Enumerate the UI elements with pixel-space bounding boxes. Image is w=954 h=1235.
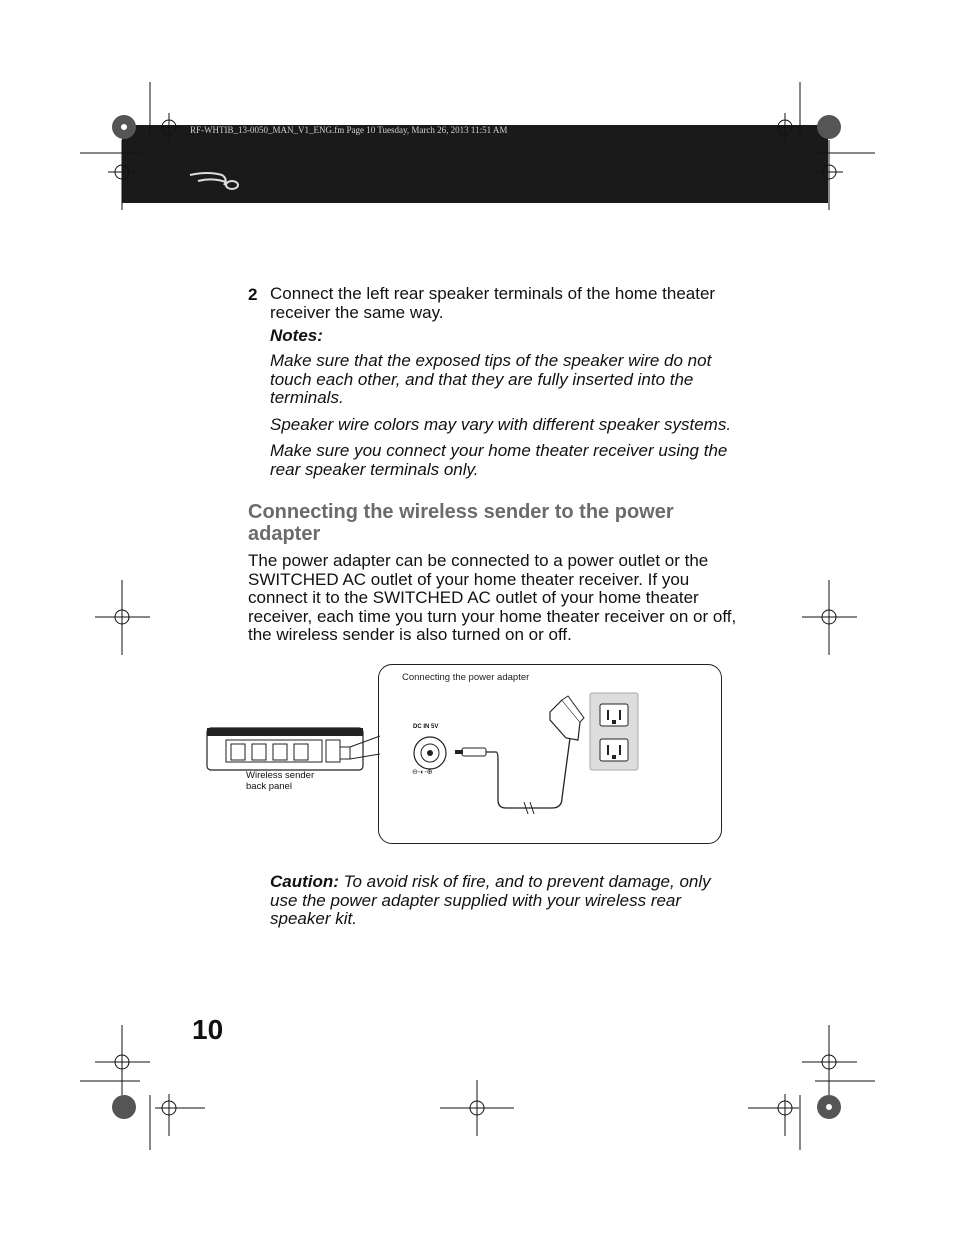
wireless-sender-icon bbox=[207, 728, 363, 770]
section-heading: Connecting the wireless sender to the power adapter bbox=[248, 501, 674, 545]
caution-note bbox=[270, 873, 740, 929]
notes-label: Notes: bbox=[270, 326, 323, 345]
caution-label: Caution: bbox=[270, 872, 339, 891]
file-stamp: RF-WHTIB_13-0050_MAN_V1_ENG.fm Page 10 Tuesday, March 26, 2013 11:51 AM bbox=[190, 125, 508, 135]
wall-outlet-icon bbox=[590, 693, 638, 770]
note-item: Make sure you connect your home theater receiver using the rear speaker terminals only. bbox=[270, 441, 728, 479]
caution-text: To avoid risk of fire, and to prevent damage, only use the power adapter supplied with your wireless rear speaker kit. bbox=[270, 872, 711, 929]
note-item: Speaker wire colors may vary with different speaker systems. bbox=[270, 415, 732, 434]
sender-caption: Wireless sender back panel bbox=[246, 770, 315, 792]
page-number: 10 bbox=[192, 1014, 224, 1045]
step-number: 2 bbox=[248, 285, 258, 304]
power-adapter-illustration bbox=[200, 660, 730, 850]
callout-title: Connecting the power adapter bbox=[402, 672, 530, 683]
svg-text:⊖-◐-⊕: ⊖-◐-⊕ bbox=[412, 769, 433, 776]
step-text: Connect the left rear speaker terminals of the home theater receiver the same way. bbox=[270, 284, 716, 322]
dc-in-label: DC IN 5V bbox=[413, 724, 439, 730]
note-item: Make sure that the exposed tips of the speaker wire do not touch each other, and that they are fully inserted into the terminals. bbox=[270, 351, 712, 408]
section-body: The power adapter can be connected to a power outlet or the SWITCHED AC outlet of your home theater receiver. If you connect it to the SWITCHED AC outlet of your home theater receiver, each time you turn your home theater receiver on or off, the wireless sender is also turned on or off. bbox=[248, 551, 737, 645]
